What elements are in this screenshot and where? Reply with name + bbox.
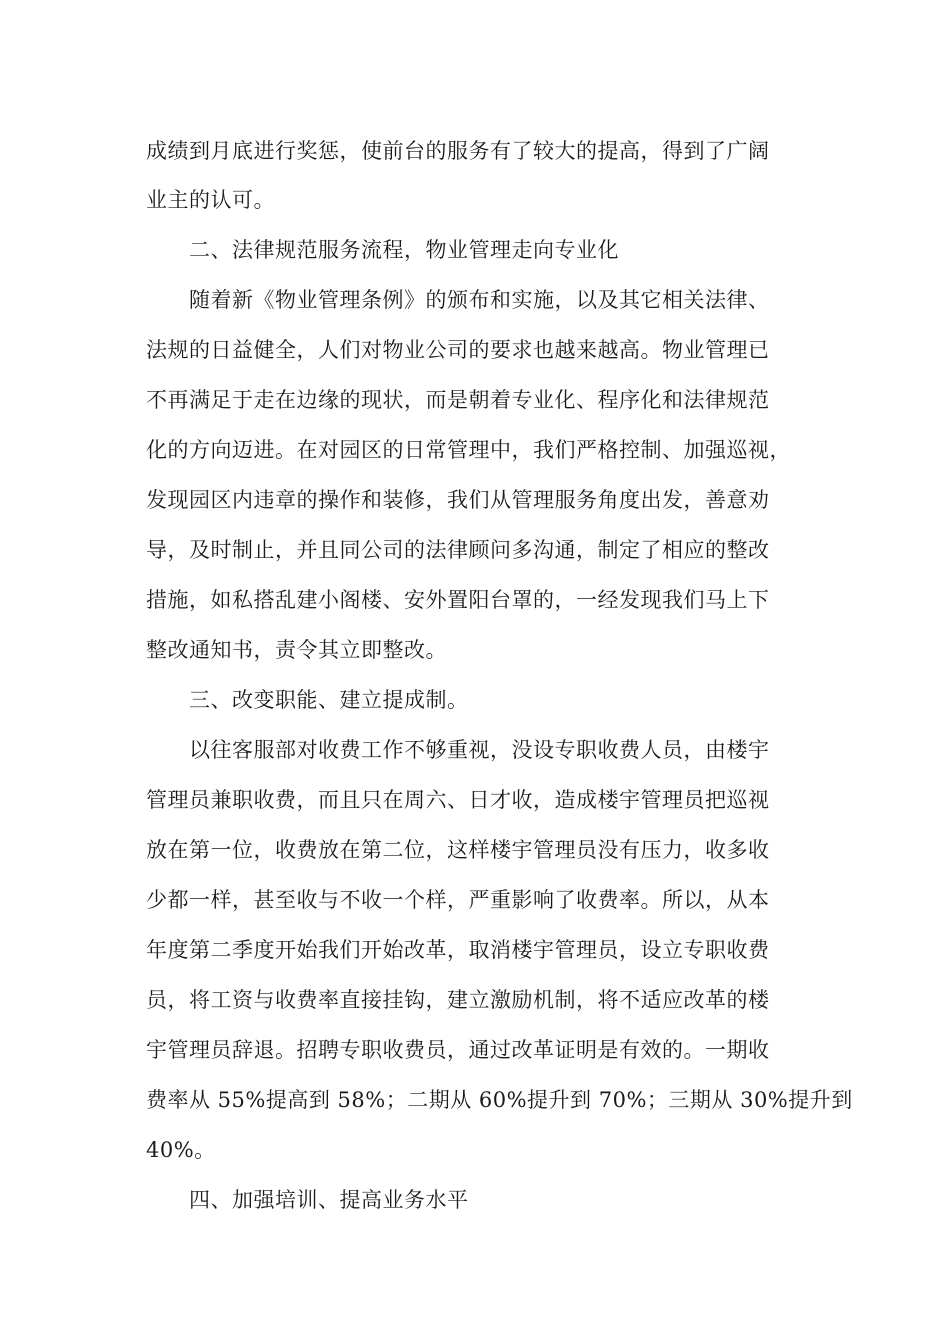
paragraph-line: 不再满足于走在边缘的现状，而是朝着专业化、程序化和法律规范 <box>146 388 770 412</box>
paragraph-line: 员，将工资与收费率直接挂钩，建立激励机制，将不适应改革的楼 <box>146 988 770 1012</box>
paragraph-line: 费率从 55%提高到 58%；二期从 60%提升到 70%；三期从 30%提升到 <box>146 1088 853 1112</box>
paragraph-line: 40%。 <box>146 1138 216 1162</box>
paragraph-line: 放在第一位，收费放在第二位，这样楼宇管理员没有压力，收多收 <box>146 838 770 862</box>
paragraph-line: 业主的认可。 <box>146 188 275 212</box>
paragraph-line: 宇管理员辞退。招聘专职收费员，通过改革证明是有效的。一期收 <box>146 1038 770 1062</box>
section-heading: 三、改变职能、建立提成制。 <box>189 688 469 712</box>
paragraph-line: 措施，如私搭乱建小阁楼、安外置阳台罩的，一经发现我们马上下 <box>146 588 770 612</box>
paragraph-line: 少都一样，甚至收与不收一个样，严重影响了收费率。所以，从本 <box>146 888 770 912</box>
paragraph-line: 整改通知书，责令其立即整改。 <box>146 638 447 662</box>
paragraph-line: 导，及时制止，并且同公司的法律顾问多沟通，制定了相应的整改 <box>146 538 770 562</box>
section-heading: 四、加强培训、提高业务水平 <box>189 1188 469 1212</box>
paragraph-line: 以往客服部对收费工作不够重视，没设专职收费人员，由楼宇 <box>189 738 770 762</box>
paragraph-line: 发现园区内违章的操作和装修，我们从管理服务角度出发，善意劝 <box>146 488 770 512</box>
paragraph-line: 法规的日益健全，人们对物业公司的要求也越来越高。物业管理已 <box>146 338 770 362</box>
paragraph-line: 年度第二季度开始我们开始改革，取消楼宇管理员，设立专职收费 <box>146 938 770 962</box>
paragraph-line: 随着新《物业管理条例》的颁布和实施，以及其它相关法律、 <box>189 288 770 312</box>
paragraph-line: 成绩到月底进行奖惩，使前台的服务有了较大的提高，得到了广阔 <box>146 139 770 163</box>
paragraph-line: 管理员兼职收费，而且只在周六、日才收，造成楼宇管理员把巡视 <box>146 788 770 812</box>
section-heading: 二、法律规范服务流程，物业管理走向专业化 <box>189 238 619 262</box>
paragraph-line: 化的方向迈进。在对园区的日常管理中，我们严格控制、加强巡视， <box>146 438 791 462</box>
